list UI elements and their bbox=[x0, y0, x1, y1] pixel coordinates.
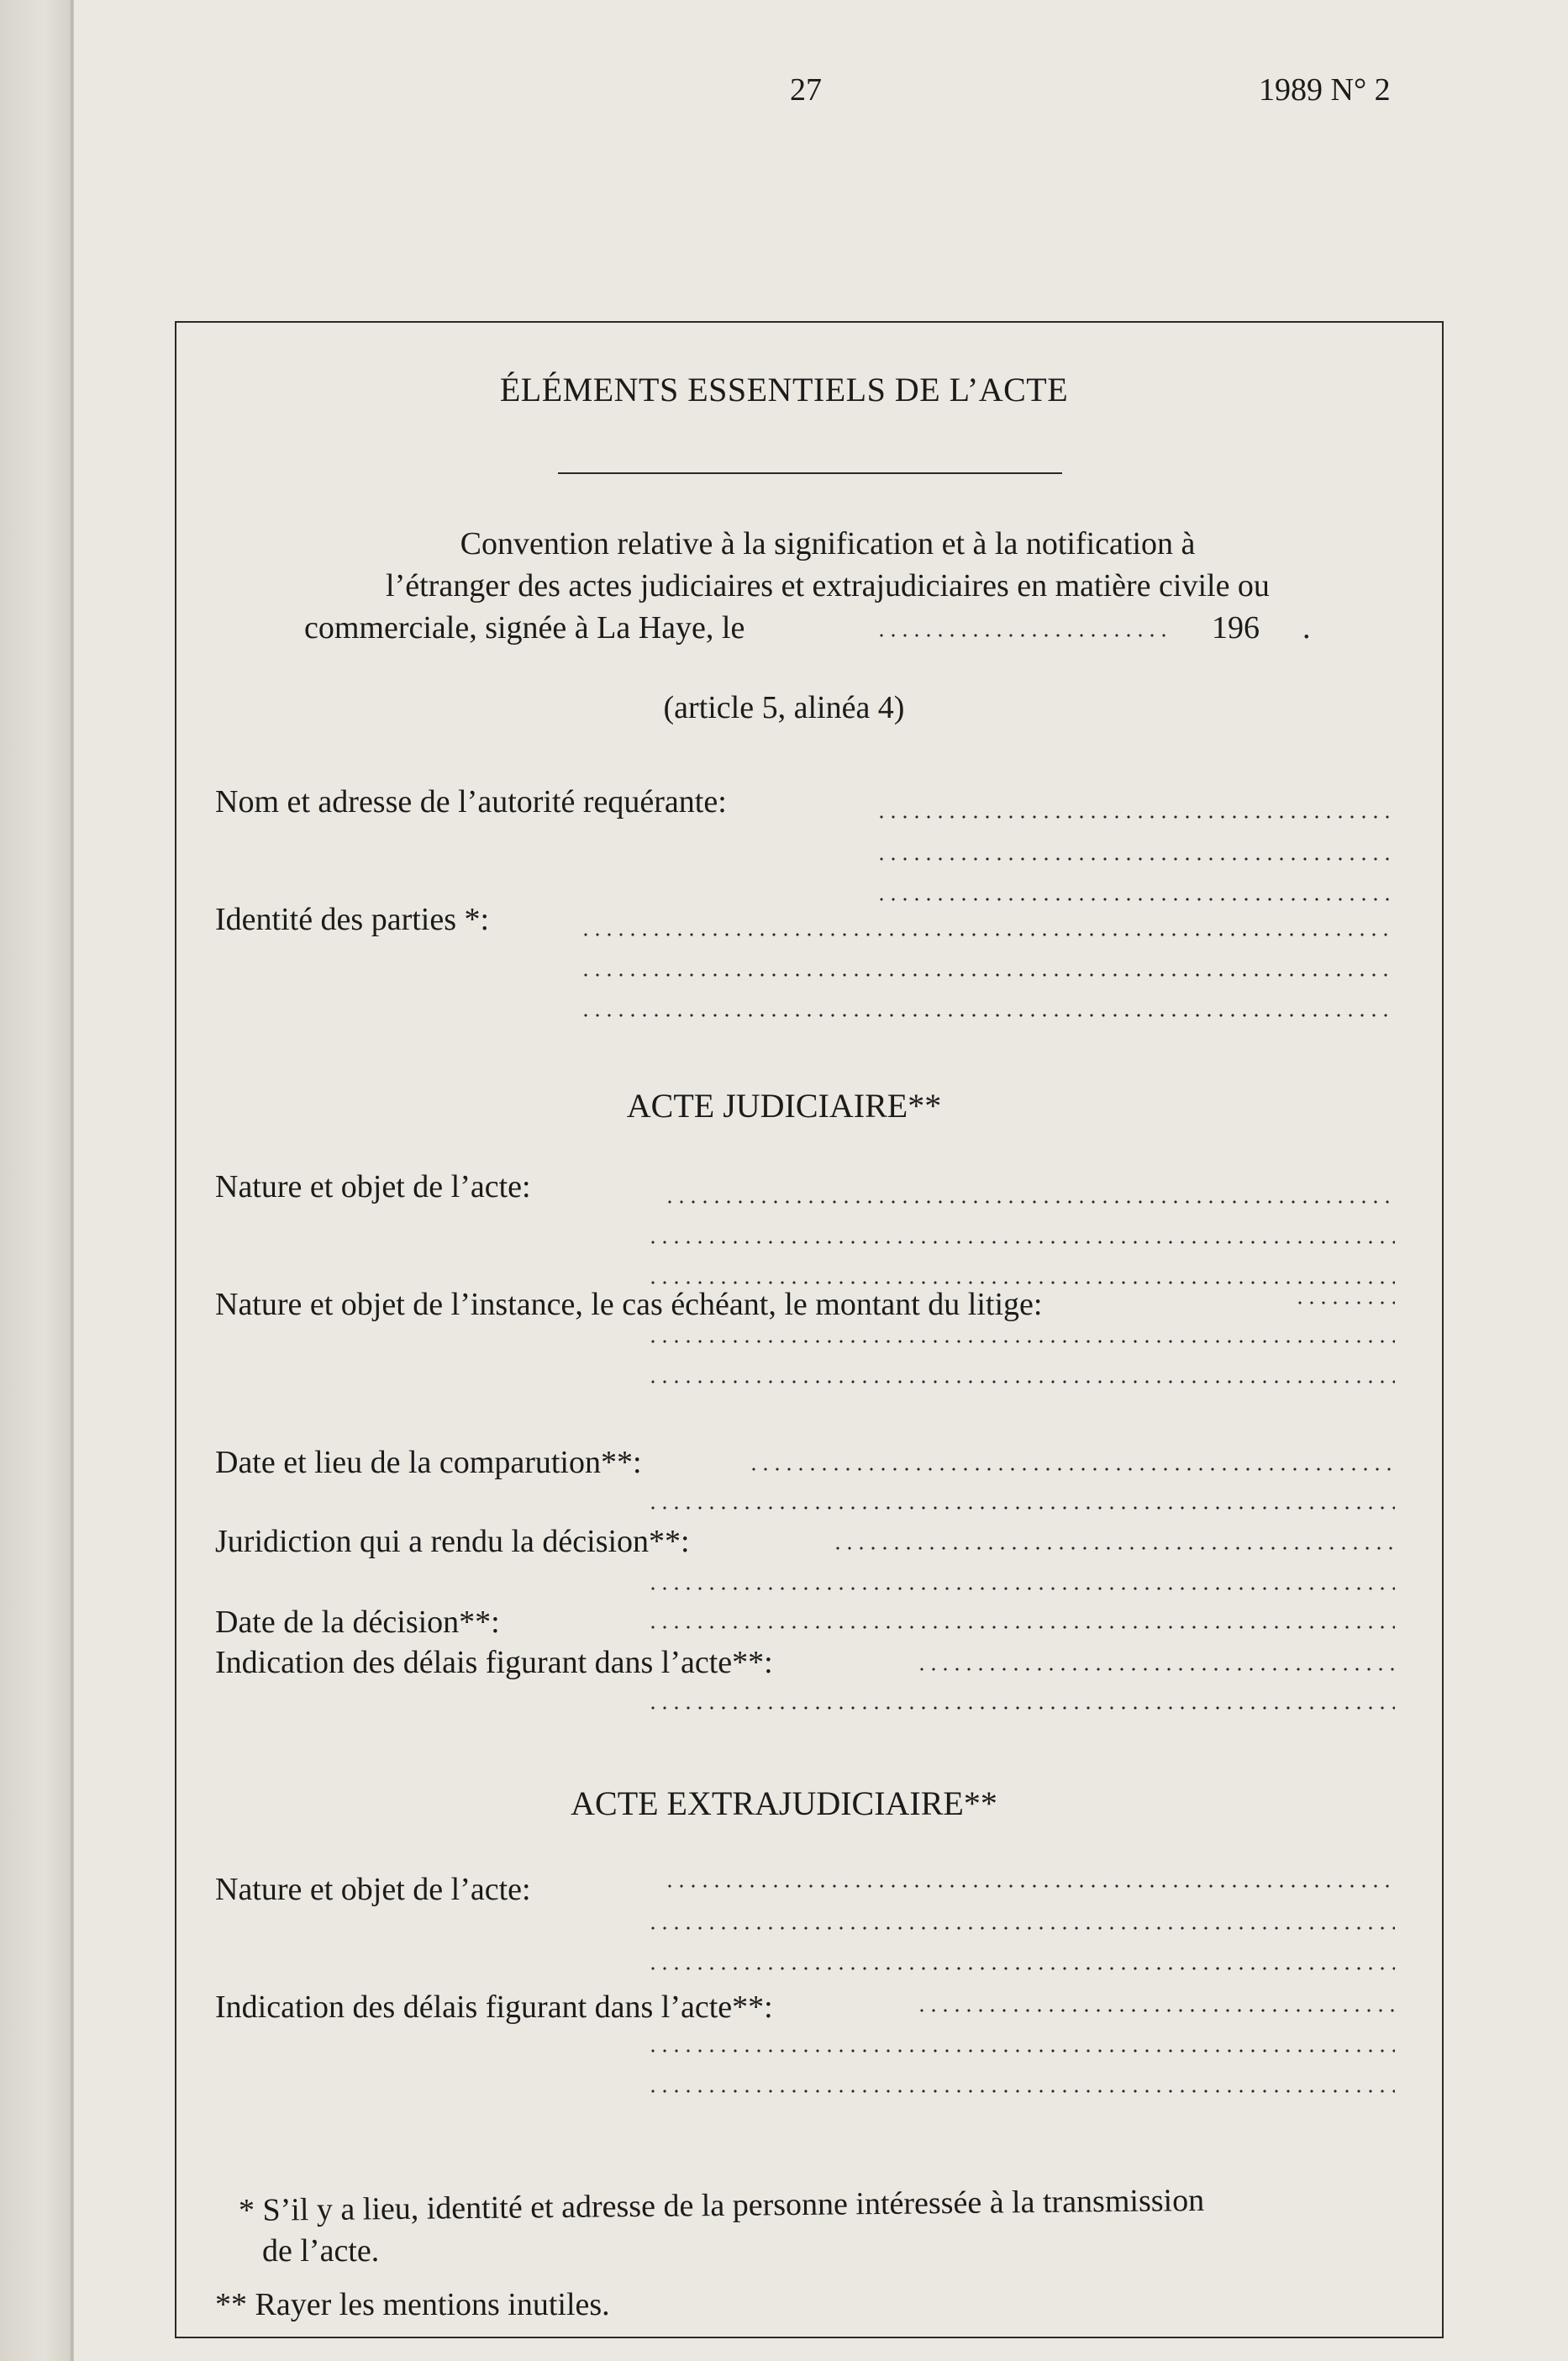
nature-field-1[interactable] bbox=[664, 1200, 1395, 1204]
footnote-2: ** Rayer les mentions inutiles. bbox=[215, 2287, 610, 2322]
footnote-1-line-2: de l’acte. bbox=[262, 2233, 380, 2269]
deadlines-field-2[interactable] bbox=[647, 1706, 1395, 1710]
decision-date-label: Date de la décision**: bbox=[215, 1605, 500, 1640]
footnote-1-line-1: * S’il y a lieu, identité et adresse de la personne intéressée à la transmission bbox=[238, 2182, 1205, 2228]
form-title: ÉLÉMENTS ESSENTIELS DE L’ACTE bbox=[499, 371, 1069, 408]
book-spine-shadow bbox=[0, 0, 74, 2361]
judicial-act-title: ACTE JUDICIAIRE** bbox=[626, 1087, 942, 1125]
parties-field-2[interactable] bbox=[580, 973, 1395, 977]
page-number: 27 bbox=[790, 72, 822, 108]
extra-deadlines-field-3[interactable] bbox=[647, 2090, 1395, 2093]
appearance-field-1[interactable] bbox=[748, 1468, 1395, 1471]
instance-label: Nature et objet de l’instance, le cas échéant, le montant du litige: bbox=[215, 1287, 1043, 1322]
requesting-authority-field-2[interactable] bbox=[876, 857, 1395, 861]
extra-deadlines-label: Indication des délais figurant dans l’acte**: bbox=[215, 1989, 773, 2025]
convention-line-3 bbox=[252, 607, 1403, 649]
appearance-label: Date et lieu de la comparution**: bbox=[215, 1445, 642, 1480]
appearance-field-2[interactable] bbox=[647, 1506, 1395, 1510]
extra-nature-label: Nature et objet de l’acte: bbox=[215, 1872, 531, 1907]
title-rule bbox=[558, 472, 1062, 474]
extra-nature-field-2[interactable] bbox=[647, 1926, 1395, 1930]
instance-field-2[interactable] bbox=[647, 1340, 1395, 1343]
parties-label: Identité des parties *: bbox=[215, 902, 490, 937]
extra-deadlines-field-1[interactable] bbox=[916, 2009, 1395, 2012]
issue-label: 1989 N° 2 bbox=[1259, 72, 1391, 108]
requesting-authority-label: Nom et adresse de l’autorité requérante: bbox=[215, 784, 727, 819]
convention-year: 196 bbox=[1212, 610, 1260, 646]
jurisdiction-label: Juridiction qui a rendu la décision**: bbox=[215, 1524, 690, 1559]
decision-date-field[interactable] bbox=[647, 1626, 1395, 1629]
extra-nature-field-1[interactable] bbox=[664, 1884, 1395, 1888]
article-reference: (article 5, alinéa 4) bbox=[663, 690, 905, 725]
parties-field-1[interactable] bbox=[580, 933, 1395, 936]
jurisdiction-field-1[interactable] bbox=[832, 1547, 1395, 1550]
nature-label: Nature et objet de l’acte: bbox=[215, 1169, 531, 1204]
nature-field-3[interactable] bbox=[647, 1281, 1395, 1284]
extrajudicial-act-title: ACTE EXTRAJUDICIAIRE** bbox=[571, 1784, 997, 1822]
signature-date-field[interactable] bbox=[876, 634, 1170, 637]
deadlines-label: Indication des délais figurant dans l’acte**: bbox=[215, 1645, 773, 1680]
convention-line-1: Convention relative à la signification et à la notification à bbox=[460, 526, 1196, 561]
instance-field-3[interactable] bbox=[647, 1380, 1395, 1383]
parties-field-3[interactable] bbox=[580, 1014, 1395, 1017]
requesting-authority-field-1[interactable] bbox=[876, 815, 1395, 819]
instance-field-1[interactable] bbox=[1294, 1301, 1395, 1304]
extra-nature-field-3[interactable] bbox=[647, 1967, 1395, 1970]
jurisdiction-field-2[interactable] bbox=[647, 1587, 1395, 1590]
deadlines-field-1[interactable] bbox=[916, 1668, 1395, 1671]
convention-text bbox=[252, 523, 1403, 649]
convention-line-2: l’étranger des actes judiciaires et extrajudiciaires en matière civile ou bbox=[386, 568, 1270, 603]
requesting-authority-field-3[interactable] bbox=[876, 898, 1395, 901]
extra-deadlines-field-2[interactable] bbox=[647, 2049, 1395, 2053]
convention-signed-label: commerciale, signée à La Haye, le bbox=[304, 610, 745, 646]
nature-field-2[interactable] bbox=[647, 1241, 1395, 1244]
gutter-line bbox=[71, 0, 73, 2361]
convention-period: . bbox=[1302, 610, 1311, 646]
